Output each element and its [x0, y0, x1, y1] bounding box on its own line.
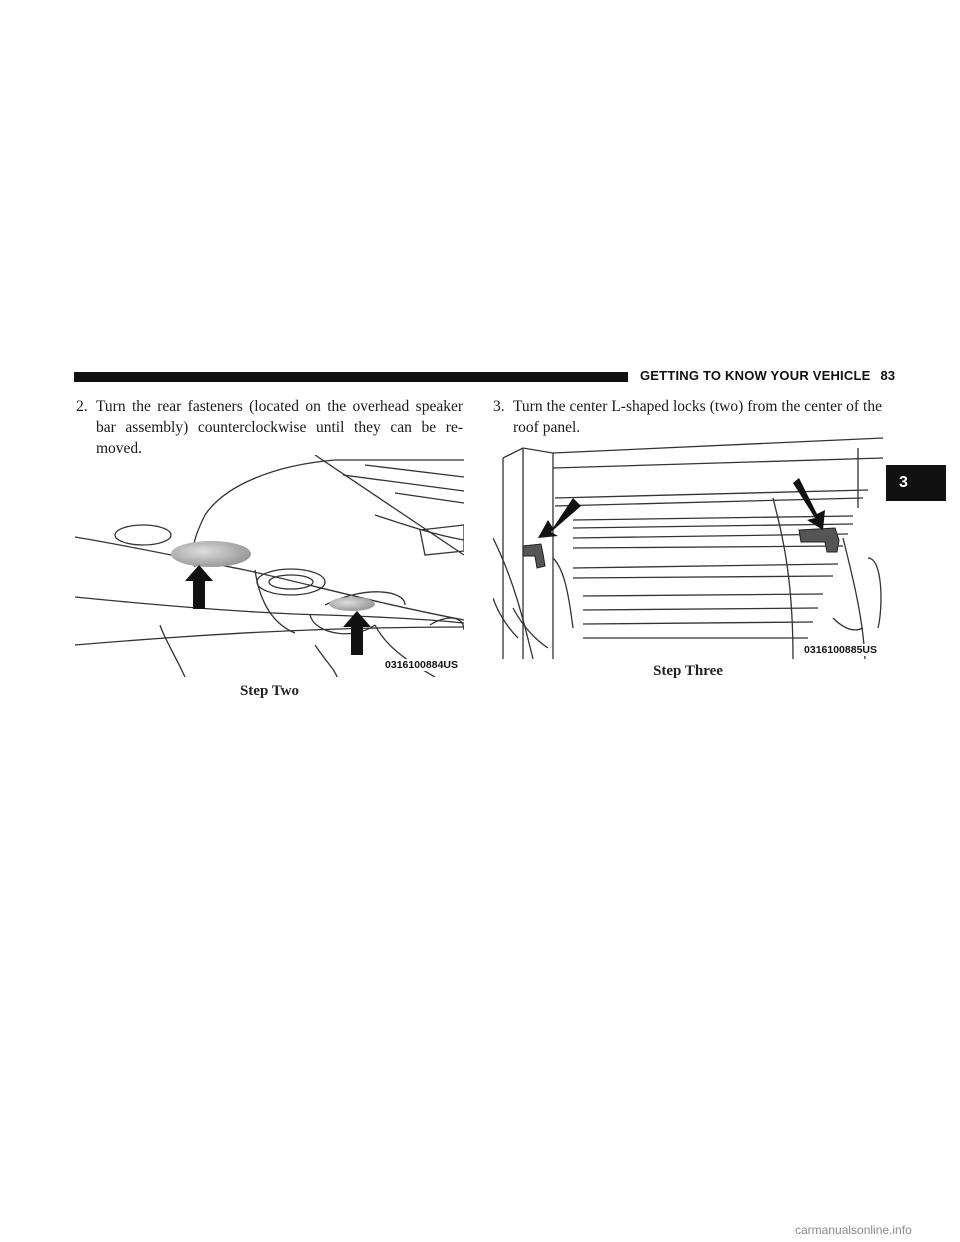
- watermark: carmanualsonline.info: [795, 1223, 912, 1237]
- figure-caption: Step Three: [653, 663, 723, 679]
- chapter-tab: 3: [886, 465, 946, 501]
- running-header: [640, 368, 895, 383]
- step-instruction: Turn the center L-shaped locks (two) from the center of the roof panel.: [513, 398, 882, 436]
- step-two-illustration: [75, 455, 464, 677]
- figure-code: 0316100884US: [385, 659, 458, 671]
- step-number: 2.: [76, 398, 88, 415]
- figure-code: 0316100885US: [804, 644, 877, 656]
- step-instruction: Turn the rear fasteners (located on the overhead speaker bar assembly) counterclockwise until they can be re-moved.: [96, 398, 463, 457]
- section-title: GETTING TO KNOW YOUR VEHICLE: [640, 368, 871, 383]
- header-rule: [74, 372, 628, 382]
- roof-panel-locks-drawing: [493, 428, 883, 659]
- overhead-speaker-bar-drawing: [75, 455, 464, 677]
- step-two-text: [76, 396, 463, 459]
- figure-caption: Step Two: [239, 683, 300, 699]
- page-number: 83: [880, 368, 896, 383]
- step-number: 3.: [493, 398, 505, 415]
- step-three-illustration: [493, 428, 883, 659]
